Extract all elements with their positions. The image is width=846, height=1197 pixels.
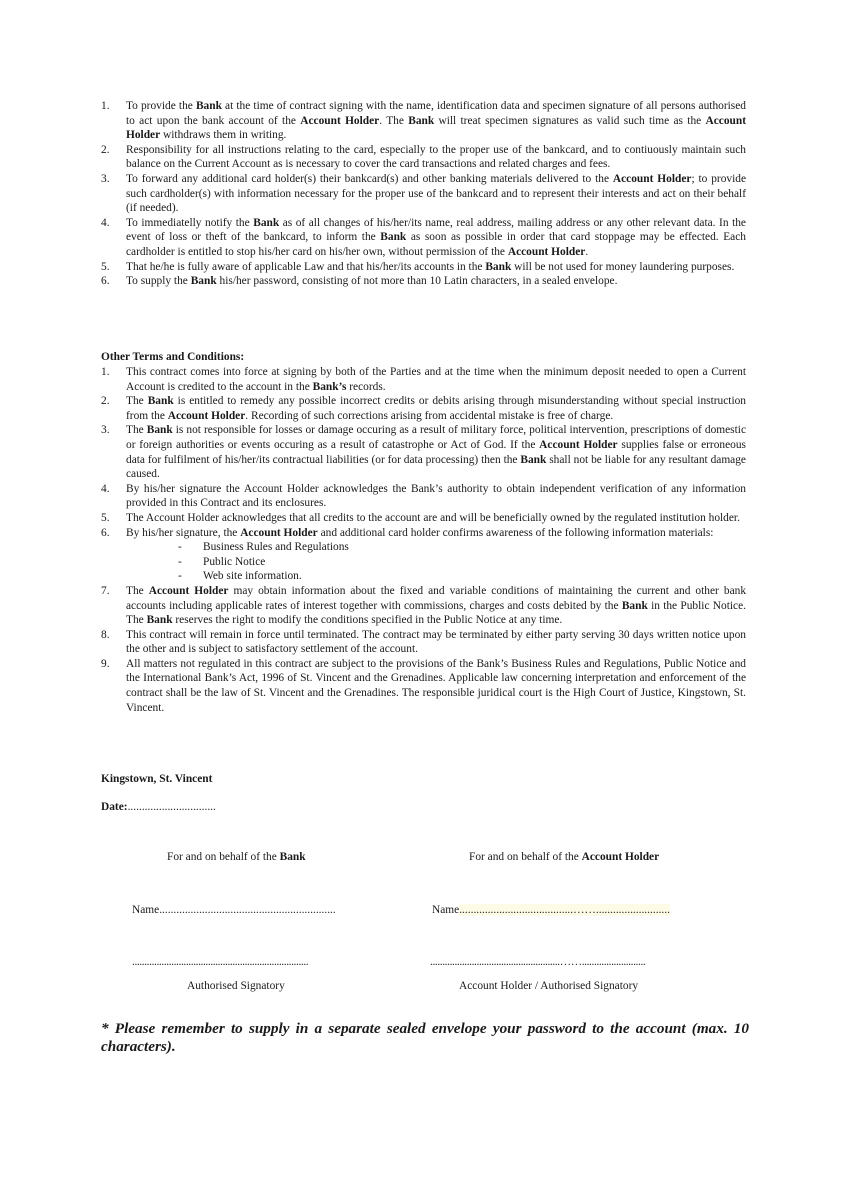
bold-term: Bank: [147, 395, 174, 408]
dash-bullet: -: [178, 555, 182, 568]
item-number: 6.: [101, 526, 110, 539]
materials-text: Web site information.: [203, 570, 302, 583]
holder-name-label: Name: [432, 904, 460, 916]
clause-text: This contract comes into force at signing by both of the Parties and at the time when the minimum deposit needed to open a Current Account is credited to the account in the: [126, 366, 746, 393]
item-number: 7.: [101, 584, 110, 597]
clause-text: supplies false or erroneous data for fulfilment of his/her/its contractual liabilities (or for data processing) then the: [126, 438, 746, 466]
terms-item-5: [101, 511, 746, 526]
clause-text: his/her password, consisting of not more than 10 Latin characters, in a sealed envelope.: [216, 275, 618, 288]
bold-term: Bank: [485, 260, 512, 273]
bold-term: Bank: [195, 100, 222, 112]
bank-signature-line[interactable]: ........................................................................: [132, 956, 309, 968]
materials-item: [178, 555, 746, 570]
holder-name-line: [432, 903, 670, 918]
clause-text: This contract will remain in force until terminated. The contract may be terminated by either party serving 30 days written notice upon the other and is subject to satisfactory settlement of the account.: [126, 628, 746, 656]
clause-text: as soon as possible in order that card stoppage may be effected. Each cardholder is entitled to stop his/her card on his/her own, without permission of the: [126, 231, 746, 258]
obligations-item-2: [101, 143, 746, 172]
clause-text: ; to provide such cardholder(s) with information necessary for the proper use of the bankcard and to represent their interests and act on their behalf (if needed).: [126, 172, 747, 215]
clause-text: records.: [346, 380, 386, 393]
item-number: 6.: [101, 275, 110, 288]
bank-behalf-label: [167, 850, 306, 865]
bold-term: Account Holder: [612, 172, 692, 185]
terms-item-8: [101, 628, 746, 657]
bank-behalf-bold: Bank: [279, 851, 306, 863]
terms-item-4: [101, 482, 746, 511]
clause-text: will be not used for money laundering purposes.: [511, 260, 735, 273]
bold-term: Account Holder: [300, 114, 380, 127]
clause-text: The Account Holder acknowledges that all credits to the account are and will be beneficially owned by the regulated institution holder.: [126, 511, 740, 524]
terms-list: [101, 365, 746, 715]
holder-name-field[interactable]: ........................................……..........................: [459, 904, 670, 916]
bold-term: Account Holder: [148, 584, 229, 597]
materials-item: [178, 569, 746, 584]
bold-term: Account Holder: [126, 114, 747, 142]
bold-term: Bank: [380, 231, 407, 244]
terms-item-3: [101, 423, 746, 481]
item-number: 4.: [101, 482, 110, 495]
terms-item-2: [101, 394, 746, 423]
clause-text: may obtain information about the fixed and variable conditions of maintaining the current and other bank accounts including applicable rates of interest together with commissions, charges and costs debited by the: [126, 584, 747, 612]
obligations-item-5: [101, 260, 746, 275]
item-number: 4.: [101, 216, 110, 229]
holder-behalf-bold: Account Holder: [581, 851, 660, 863]
date-dots[interactable]: ...............................: [127, 801, 216, 813]
terms-item-1: [101, 365, 746, 394]
materials-item: [178, 540, 746, 555]
password-note: * Please remember to supply in a separate sealed envelope your password to the account (max. 10 characters).: [101, 1020, 749, 1055]
holder-signature-line[interactable]: .....................................................……..........................: [430, 956, 646, 968]
place-label: Kingstown, St. Vincent: [101, 773, 213, 785]
dash-bullet: -: [178, 570, 182, 583]
bank-name-field[interactable]: Name..............................................................: [132, 904, 336, 916]
materials-sublist: [126, 540, 746, 584]
item-number: 2.: [101, 395, 110, 408]
item-number: 5.: [101, 260, 110, 273]
clause-text: shall not be liable for any resultant damage caused.: [126, 453, 746, 481]
bank-behalf-prefix: For and on behalf of the: [167, 851, 280, 863]
clause-text: . The: [379, 114, 409, 127]
clause-text: is entitled to remedy any possible incorrect credits or debits arising through misunderstanding without special instruction from the: [126, 395, 747, 422]
obligations-item-6: [101, 274, 746, 289]
clause-text: The: [126, 424, 147, 437]
terms-item-6: [101, 526, 746, 584]
bank-signatory-caption: Authorised Signatory: [187, 980, 285, 992]
bold-term: Bank’s: [312, 380, 347, 393]
item-number: 8.: [101, 628, 110, 641]
clause-text: at the time of contract signing with the name, identification data and specimen signature of all persons authorised to act upon the bank account of the: [126, 100, 746, 127]
bold-term: Bank: [146, 424, 173, 437]
clause-text: . Recording of such corrections arising from accidental mistake is free of charge.: [245, 409, 614, 422]
holder-behalf-label: [469, 850, 659, 865]
item-number: 1.: [101, 366, 110, 378]
obligations-item-1: [101, 99, 746, 143]
clause-text: All matters not regulated in this contract are subject to the provisions of the Bank’s Business Rules and Regulations, Public Notice and the International Bank’s Act, 1996 of St. Vincent and the Grenadines. Applicable law concerning interpretation and enforcement of the contract shall be the law of St. Vincent and the Grenadines. The responsible juridical court is the High Court of Justice, Kingstown, St. Vincent.: [126, 657, 746, 714]
item-number: 3.: [101, 172, 110, 185]
bold-term: Bank: [190, 275, 217, 288]
bold-term: Account Holder: [240, 526, 318, 539]
clause-text: withdraws them in writing.: [160, 129, 287, 142]
date-label: Date:: [101, 801, 128, 813]
obligations-list: [101, 99, 746, 289]
clause-text: Responsibility for all instructions relating to the card, especially to the proper use of the bankcard, and to contiuously maintain such balance on the Current Account as is necessary to cover the card transactions and related charges and fees.: [126, 143, 746, 171]
obligations-item-4: [101, 216, 746, 260]
clause-text: The: [126, 584, 149, 597]
clause-text: reserves the right to modify the conditions specified in the Public Notice at any time.: [172, 614, 563, 627]
bold-term: Bank: [621, 599, 648, 612]
terms-heading: Other Terms and Conditions:: [101, 351, 245, 363]
terms-item-7: [101, 584, 746, 628]
clause-text: By his/her signature the Account Holder acknowledges the Bank’s authority to obtain independent verification of any information provided in this Contract and its enclosures.: [126, 482, 746, 510]
bold-term: Account Holder: [507, 245, 586, 258]
holder-behalf-prefix: For and on behalf of the: [469, 851, 582, 863]
clause-text: as of all changes of his/her/its name, real address, mailing address or any other relevant data. In the event of loss or theft of the bankcard, to inform the: [126, 216, 746, 244]
clause-text: The: [126, 395, 148, 408]
clause-text: and additional card holder confirms awareness of the following information materials:: [317, 526, 714, 539]
obligations-item-3: [101, 172, 746, 216]
clause-text: That he/he is fully aware of applicable Law and that his/her/its accounts in the: [126, 260, 486, 273]
clause-text: To forward any additional card holder(s) their bankcard(s) and other banking materials delivered to the: [126, 172, 613, 185]
clause-text: in the Public Notice. The: [126, 599, 746, 627]
clause-text: To provide the: [126, 100, 196, 112]
terms-item-9: [101, 657, 746, 715]
materials-text: Business Rules and Regulations: [203, 541, 349, 554]
bold-term: Bank: [146, 614, 173, 627]
bold-term: Account Holder: [539, 438, 618, 451]
item-number: 9.: [101, 657, 110, 670]
item-number: 2.: [101, 143, 110, 156]
clause-text: is not responsible for losses or damage occuring as a result of military force, political intervention, prescriptions of domestic or foreign authorities or events occuring as a result of catastrophe or Act of God. If the: [126, 424, 746, 451]
clause-text: .: [585, 245, 589, 258]
item-number: 1.: [101, 100, 110, 112]
date-line: [101, 800, 216, 815]
bold-term: Bank: [520, 453, 547, 466]
materials-text: Public Notice: [203, 555, 266, 568]
dash-bullet: -: [178, 541, 182, 554]
bold-term: Account Holder: [167, 409, 246, 422]
bold-term: Bank: [408, 114, 435, 127]
clause-text: will treat specimen signatures as valid such time as the: [434, 114, 706, 127]
item-number: 5.: [101, 511, 110, 524]
clause-text: By his/her signature, the: [126, 526, 241, 539]
clause-text: To immediatelly notify the: [126, 216, 254, 229]
bold-term: Bank: [253, 216, 280, 229]
clause-text: To supply the: [126, 275, 191, 288]
item-number: 3.: [101, 424, 110, 437]
holder-signatory-caption: Account Holder / Authorised Signatory: [459, 980, 639, 992]
